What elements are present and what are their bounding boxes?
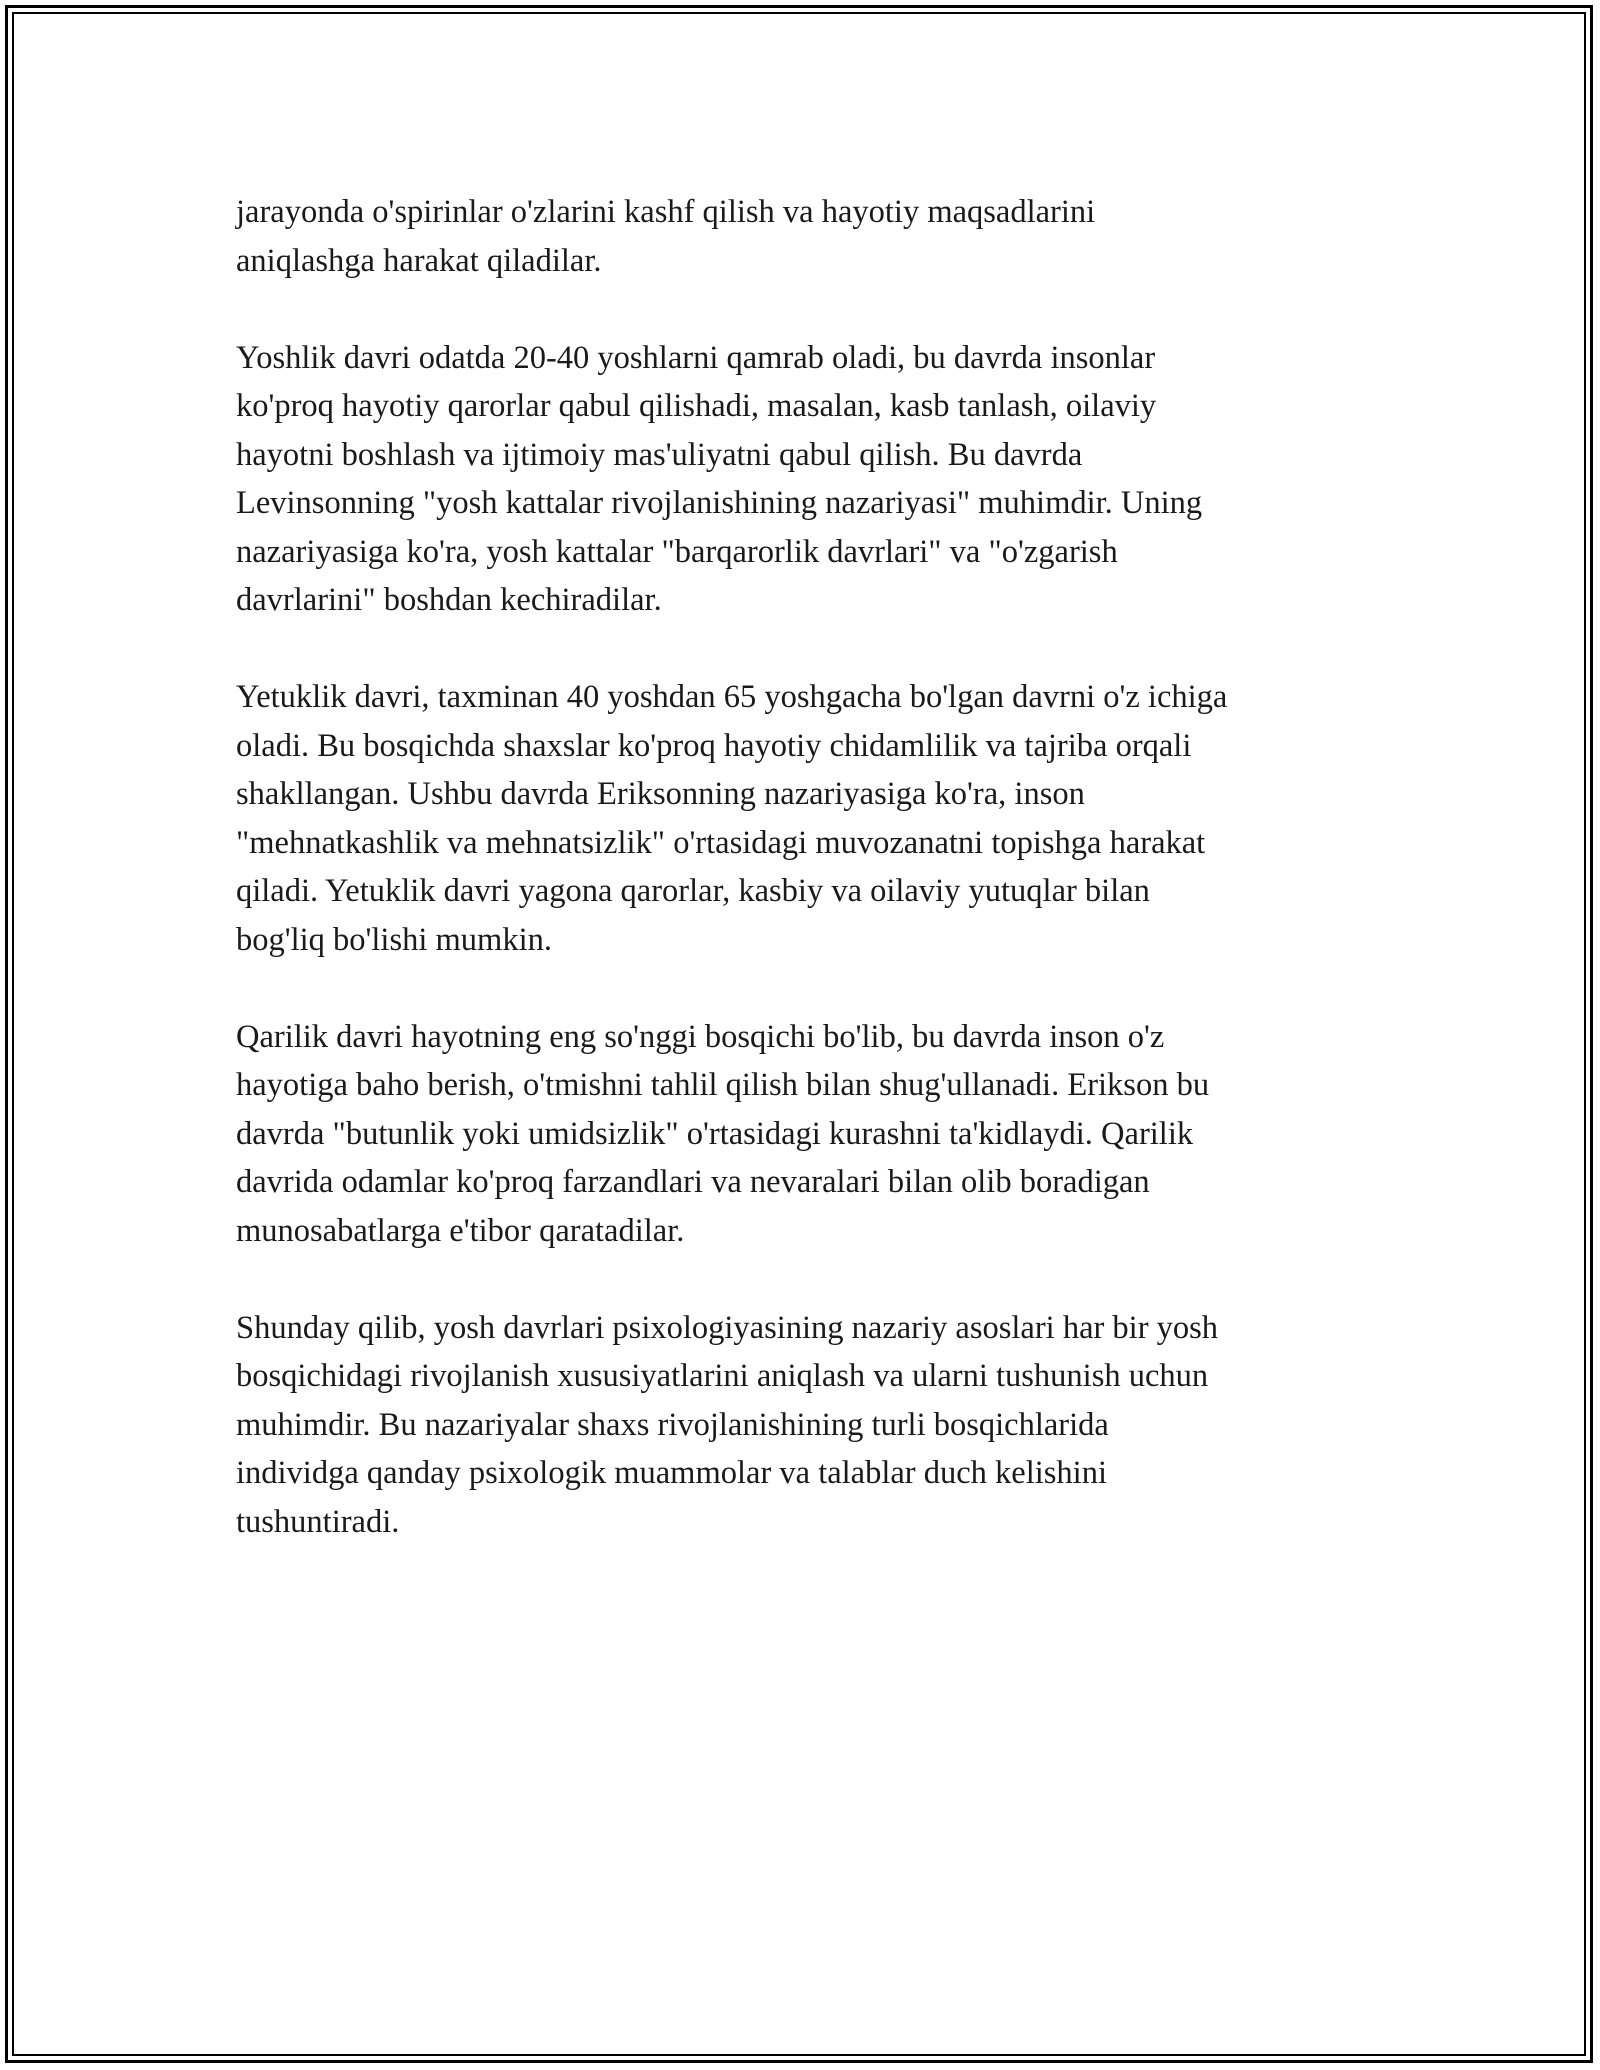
text-line: nazariyasiga ko'ra, yosh kattalar "barqarorlik davrlari" va "o'zgarish — [236, 533, 1118, 570]
text-line: davrlarini" boshdan kechiradilar. — [236, 582, 662, 618]
text-line: aniqlashga harakat qiladilar. — [236, 242, 602, 279]
text-line: Shunday qilib, yosh davrlari psixologiyasining nazariy asoslari har bir yosh — [236, 1309, 1219, 1346]
text-line: Yetuklik davri, taxminan 40 yoshdan 65 yoshgacha bo'lgan davrni o'z ichiga — [236, 679, 1228, 715]
text-line: hayotiga baho berish, o'tmishni tahlil qilish bilan shug'ullanadi. Erikson bu — [236, 1067, 1210, 1103]
text-line: Qarilik davri hayotning eng so'nggi bosqichi bo'lib, bu davrda inson o'z — [236, 1018, 1165, 1055]
text-line: muhimdir. Bu nazariyalar shaxs rivojlanishining turli bosqichlarida — [236, 1406, 1109, 1443]
text-line: ko'proq hayotiy qarorlar qabul qilishadi, masalan, kasb tanlash, oilaviy — [236, 388, 1157, 424]
text-line: "mehnatkashlik va mehnatsizlik" o'rtasidagi muvozanatni topishga harakat — [236, 824, 1206, 861]
text-line: shakllangan. Ushbu davrda Eriksonning nazariyasiga ko'ra, inson — [236, 776, 1085, 812]
text-line: jarayonda o'spirinlar o'zlarini kashf qilish va hayotiy maqsadlarini — [236, 194, 1096, 230]
paragraph-maturity — [236, 673, 1366, 964]
text-line: individga qanday psixologik muammolar va talablar duch kelishini — [236, 1455, 1107, 1491]
text-line: bosqichidagi rivojlanish xususiyatlarini aniqlash va ularni tushunish uchun — [236, 1358, 1209, 1394]
text-line: davrida odamlar ko'proq farzandlari va nevaralari bilan olib boradigan — [236, 1164, 1150, 1200]
paragraph-youth — [236, 334, 1366, 625]
document-body — [236, 188, 1366, 1595]
text-line: oladi. Bu bosqichda shaxslar ko'proq hayotiy chidamlilik va tajriba orqali — [236, 727, 1192, 764]
text-line: tushuntiradi. — [236, 1503, 400, 1540]
text-line: davrda "butunlik yoki umidsizlik" o'rtasidagi kurashni ta'kidlaydi. Qarilik — [236, 1115, 1194, 1152]
text-line: munosabatlarga e'tibor qaratadilar. — [236, 1212, 685, 1249]
text-line: bog'liq bo'lishi mumkin. — [236, 921, 552, 958]
text-line: hayotni boshlash va ijtimoiy mas'uliyatni qabul qilish. Bu davrda — [236, 436, 1083, 473]
text-line: qiladi. Yetuklik davri yagona qarorlar, kasbiy va oilaviy yutuqlar bilan — [236, 873, 1150, 909]
paragraph-conclusion — [236, 1304, 1366, 1547]
text-line: Levinsonning "yosh kattalar rivojlanishining nazariyasi" muhimdir. Uning — [236, 485, 1203, 521]
paragraph-old-age — [236, 1013, 1366, 1256]
text-line: Yoshlik davri odatda 20-40 yoshlarni qamrab oladi, bu davrda insonlar — [236, 339, 1156, 376]
paragraph-adolescence-end — [236, 188, 1366, 285]
